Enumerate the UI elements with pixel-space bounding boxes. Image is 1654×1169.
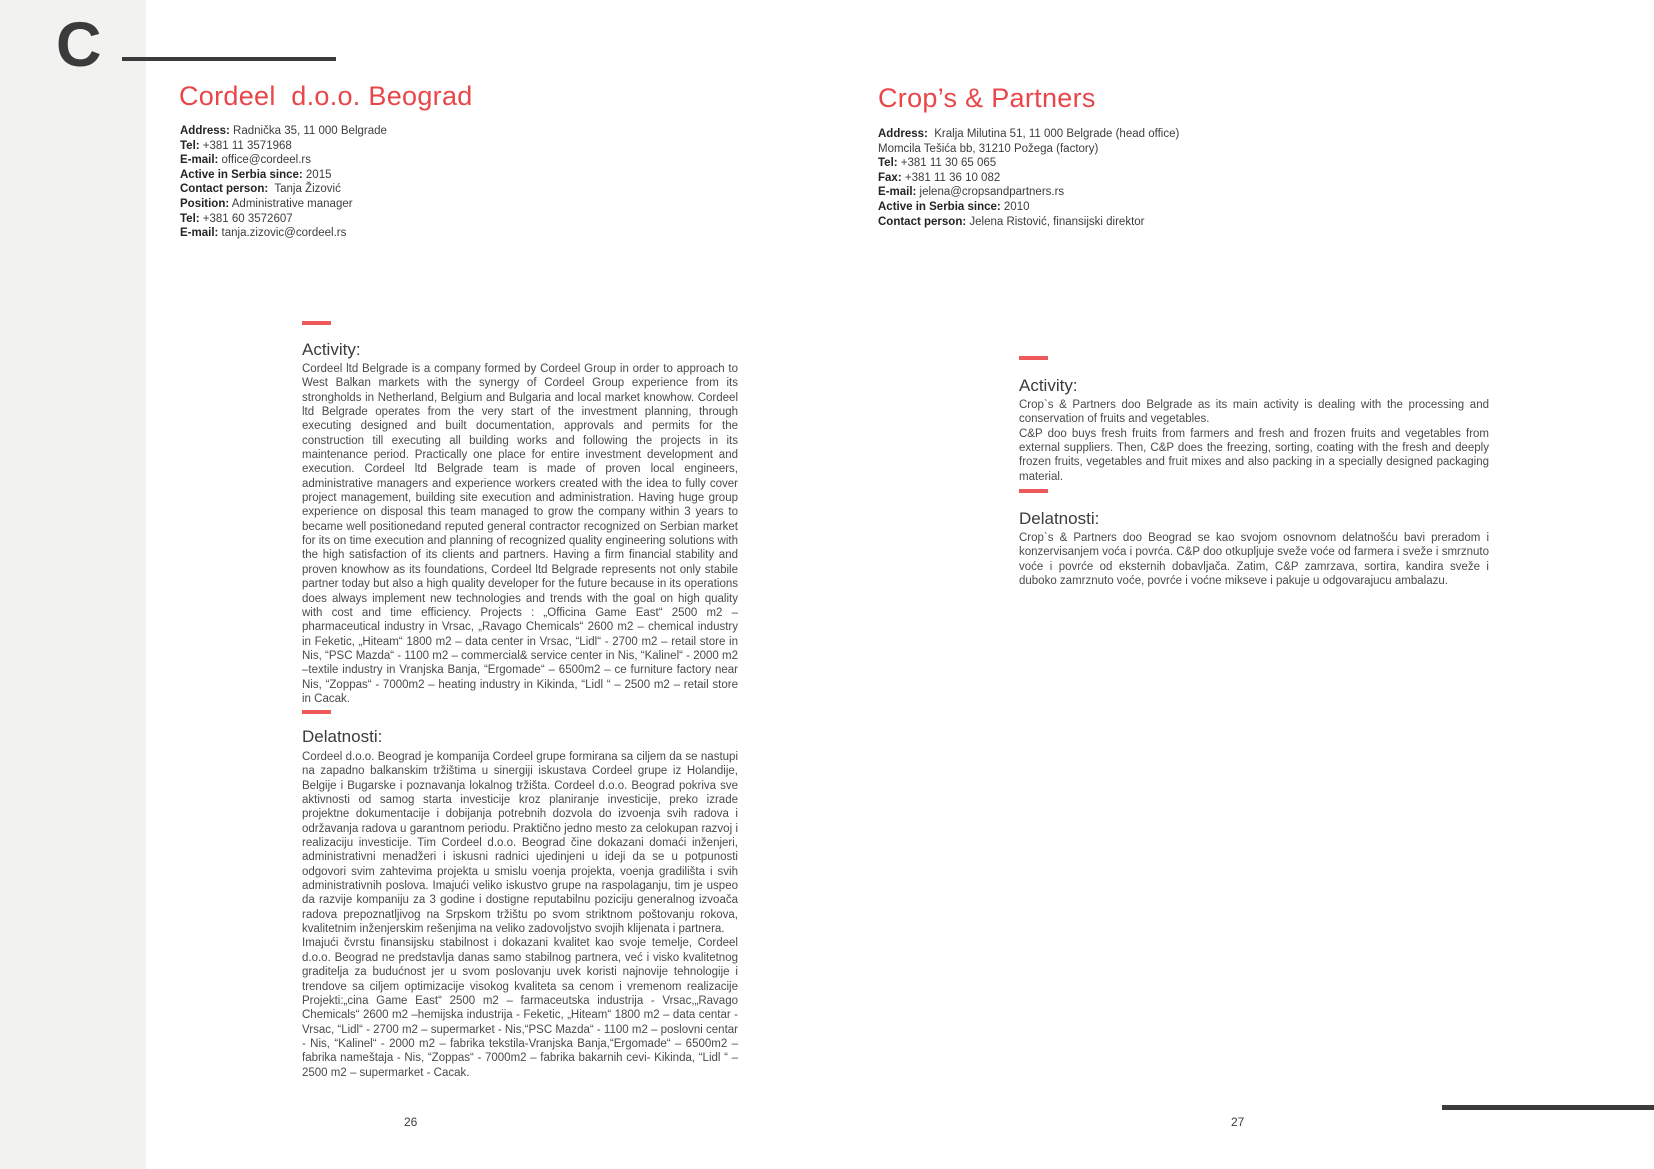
contact-row — [878, 185, 1179, 200]
contact-label: Tel: — [180, 212, 200, 225]
contact-value: jelena@cropsandpartners.rs — [916, 186, 1065, 199]
contact-block-crops — [878, 127, 1179, 229]
activity-paragraph: Cordeel ltd Belgrade is a company formed by Cordeel Group in order to approach to West Balkan markets with the synergy of Cordeel Group experience from its strongholds in Netherland, Belgium and Bulgaria and local market knowhow. Cordeel ltd Belgrade operates from the very start of the investment planning, through executing designed and built documentation, approvals and permits for the construction till executing all building works and following the projects in its maintenance period. Practically one place for entire investment development and execution. Cordeel ltd Belgrade team is made of proven local engineers, administrative managers and experience workers created with the idea to fully cover project management, building site execution and administration. Having huge group experience on disposal this team managed to grow the company within 3 years to became well positionedand reputed general contractor recognized on Serbian market for its on time execution and planning of recognized quality engineering solutions with the high satisfaction of its clients and partners. Having a firm financial stability and proven knowhow as its foundations, Cordeel ltd Belgrade represents not only stabile partner today but also a high quality developer for the future because in its operations does always implement new technologies and trends with the goal on high quality with cost and time efficiency. Projects : „Officina Game East“ 2500 m2 – pharmaceutical industry in Vrsac, „Ravago Chemicals“ 2600 m2 – chemical industry in Feketic, „Hiteam“ 1800 m2 – data center in Vrsac, “Lidl“ - 2700 m2 – retail store in Nis, “PSC Mazda“ - 1100 m2 – commercial& service center in Nis, “Kalinel“ - 2000 m2 –textile industry in Vranjska Banja, “Ergomade“ – 6500m2 – ce furniture factory near Nis, “Zoppas“ - 7000m2 – heating industry in Kikinda, “Lidl “ – 2500 m2 – retail store in Cacak. — [302, 363, 738, 705]
contact-block-cordeel — [180, 124, 387, 241]
contact-row — [878, 171, 1179, 186]
letter-tab-rule — [122, 57, 336, 61]
page-number-right: 27 — [1231, 1115, 1245, 1129]
delatnosti-paragraph: Cordeel d.o.o. Beograd je kompanija Cordeel grupe formirana sa ciljem da se nastupi na zapadno balkanskim tržištima u sinergiji iskustava Cordeel grupe iz Holandije, Belgije i Bugarske i poznavanja lokalnog tržišta. Cordeel d.o.o. Beograd pokriva sve aktivnosti od samog starta investicije kroz planiranje investicije, preko izrade projektne dokumentacije i dobijanja potrebnih dozvola do izvoenja svih radova i održavanja radova u garantnom periodu. Praktično jedno mesto za celokupan razvoj i realizaciju investicije. Tim Cordeel d.o.o. Beograd čine dokazani domaći inženjeri, administrativni menadžeri i iskusni radnici ujedinjeni u ideji da se u potpunosti odgovori svim zahtevima projekta u smislu voenja projekta, voenja gradilišta i svih administrativnih poslova. Imajući veliko iskustvo grupe na raspolaganju, tim je uspeo da razvije kompaniju za 3 godine i dostigne reputabilnu poziciju generalnog izvoača radova prepoznatljivog na Srpskom tržištu po svom striktnom poštovanju rokova, kvalitetnim inženjerskim rešenjima na veliko zadovoljstvo svojih klijenata i partnera. — [302, 751, 738, 936]
contact-row — [878, 127, 1179, 142]
contact-value: Kralja Milutina 51, 11 000 Belgrade (head office) — [927, 128, 1180, 140]
activity-text-cordeel — [302, 362, 738, 706]
contact-row — [180, 139, 387, 154]
contact-label: Contact person: — [180, 183, 269, 196]
delatnosti-paragraph: Imajući čvrstu finansijsku stabilnost i dokazani kvalitet kao svoje temelje, Cordeel d.o.o. Beograd ne predstavlja danas samo stabilnog partnera, već i visko kvalitetnog graditelja za budućnost jer u svom poslovanju uvek koristi najnovije tehnologije i trendove sa ciljem optimizacije visokog kvaliteta sa cenom i vremenom realizacije Projekti:„cina Game East“ 2500 m2 – farmaceutska industrija - Vrsac,„Ravago Chemicals“ 2600 m2 –hemijska industrija - Feketic, „Hiteam“ 1800 m2 – data centar - Vrsac, “Lidl“ - 2700 m2 – supermarket - Nis,“PSC Mazda“ - 1100 m2 – poslovni centar - Nis, “Kalinel“ - 2000 m2 – fabrika tekstila-Vranjska Banja,“Ergomade“ – 6500m2 – fabrika nameštaja - Nis, “Zoppas“ - 7000m2 – fabrika bakarnih cevi- Kikinda, “Lidl “ – 2500 m2 – supermarket - Cacak. — [302, 937, 738, 1079]
contact-value: Jelena Ristović, finansijski direktor — [966, 215, 1145, 228]
contact-value: 2010 — [1000, 200, 1030, 213]
contact-row — [878, 156, 1179, 171]
contact-label: Contact person: — [878, 215, 967, 228]
contact-value: +381 60 3572607 — [199, 212, 293, 225]
contact-row — [878, 215, 1179, 230]
company-title-crops: Crop’s & Partners — [878, 83, 1096, 113]
contact-row — [878, 142, 1179, 157]
contact-value: Momcila Tešića bb, 31210 Požega (factory) — [878, 142, 1099, 155]
contact-label: E-mail: — [878, 186, 917, 199]
contact-row — [180, 182, 387, 197]
contact-label: Address: — [878, 128, 928, 140]
contact-value: +381 11 3571968 — [199, 139, 292, 152]
contact-value: Tanja Žizović — [268, 183, 341, 196]
contact-value: 2015 — [302, 168, 332, 181]
contact-label: E-mail: — [180, 227, 219, 240]
contact-value: +381 11 30 65 065 — [897, 157, 997, 170]
contact-row — [180, 153, 387, 168]
activity-paragraph: C&P doo buys fresh fruits from farmers and fresh and frozen fruits and vegetables from external suppliers. Then, C&P does the freezing, sorting, coating with the fresh and deeply frozen fruits, vegetables and fruit mixes and also packing in a specially designed packaging material. — [1019, 427, 1489, 483]
activity-text-crops — [1019, 398, 1489, 484]
contact-row — [180, 168, 387, 183]
section-dash — [1019, 489, 1048, 493]
contact-label: Position: — [180, 197, 230, 210]
delatnosti-heading-crops: Delatnosti: — [1019, 509, 1100, 528]
section-dash — [302, 710, 331, 714]
delatnosti-text-cordeel — [302, 750, 738, 1080]
contact-row — [180, 197, 387, 212]
contact-label: Active in Serbia since: — [878, 200, 1001, 213]
activity-heading-crops: Activity: — [1019, 376, 1078, 395]
contact-row — [180, 212, 387, 227]
bottom-right-rule — [1442, 1105, 1654, 1110]
contact-label: Tel: — [180, 139, 200, 152]
contact-row — [878, 200, 1179, 215]
contact-label: Address: — [180, 125, 230, 137]
delatnosti-text-crops — [1019, 531, 1489, 588]
activity-paragraph: Crop`s & Partners doo Belgrade as its main activity is dealing with the processing and conservation of fruits and vegetables. — [1019, 399, 1489, 426]
contact-row — [180, 124, 387, 139]
contact-value: Radnička 35, 11 000 Belgrade — [229, 125, 387, 137]
contact-value: tanja.zizovic@cordeel.rs — [218, 227, 347, 240]
delatnosti-heading-cordeel: Delatnosti: — [302, 727, 383, 746]
contact-label: Active in Serbia since: — [180, 168, 303, 181]
section-dash — [302, 321, 331, 325]
section-dash — [1019, 356, 1048, 360]
contact-label: E-mail: — [180, 154, 219, 167]
contact-label: Fax: — [878, 171, 902, 184]
contact-value: +381 11 36 10 082 — [901, 171, 1001, 184]
page-number-left: 26 — [404, 1115, 418, 1129]
letter-tab-label: C — [56, 10, 102, 80]
contact-label: Tel: — [878, 157, 898, 170]
delatnosti-paragraph: Crop`s & Partners doo Beograd se kao svojom osnovnom delatnošću bavi preradom i konzervisanjem voća i povrća. C&P doo otkupljuje sveže voće od farmera i sveže i smrznuto voće i povrće od eksternih dobavljača. Zatim, C&P zamrzava, sortira, kandira sveže i duboko zamrznuto voće, povrće i voćne mikseve i pakuje u odgovarajucu ambalazu. — [1019, 532, 1489, 588]
activity-heading-cordeel: Activity: — [302, 340, 361, 359]
contact-row — [180, 226, 387, 241]
letter-tab-sidebar — [0, 0, 146, 1169]
contact-value: office@cordeel.rs — [218, 154, 311, 167]
contact-value: Administrative manager — [229, 197, 353, 210]
company-title-cordeel: Cordeel d.o.o. Beograd — [179, 81, 473, 111]
